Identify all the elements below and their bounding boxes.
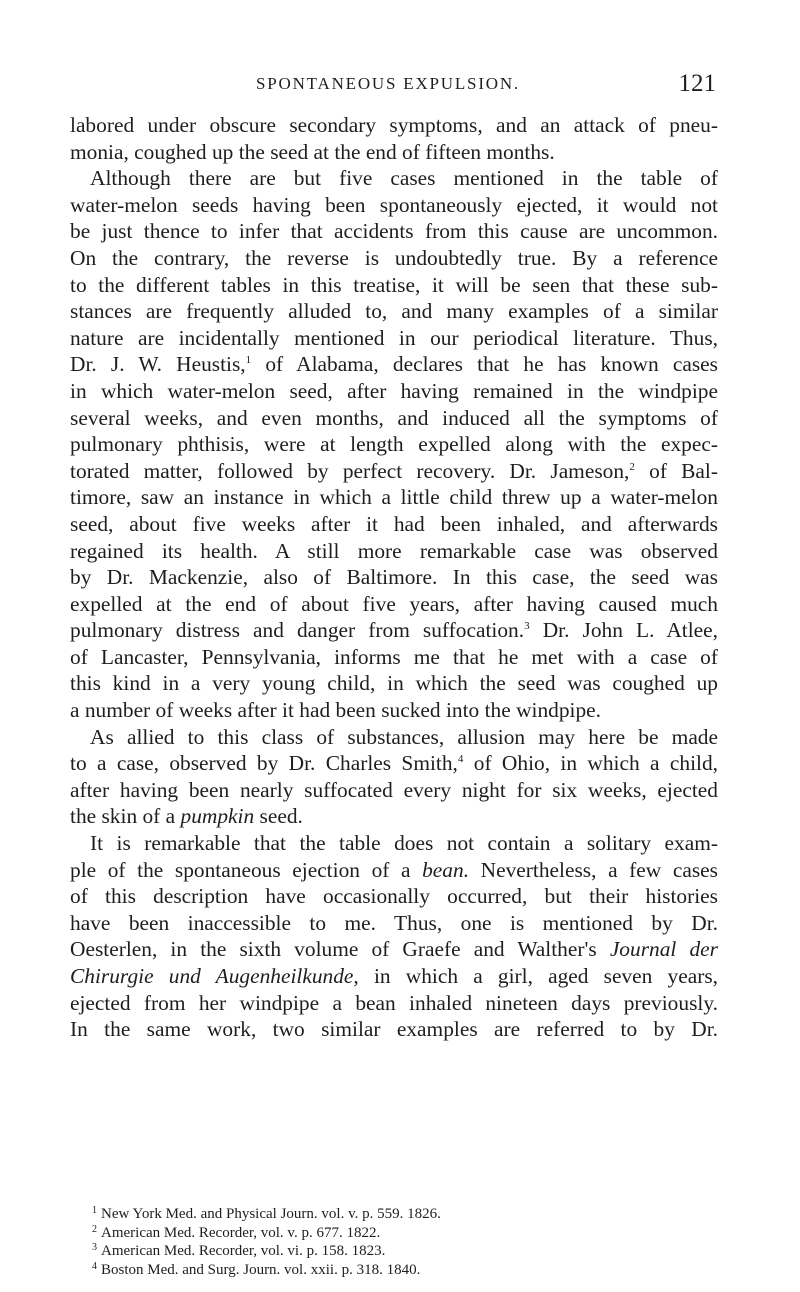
footnote-mark: 3 — [92, 1242, 97, 1254]
text-line — [70, 458, 718, 485]
text-line — [70, 936, 718, 963]
text-line: expelled at the end of about five years, after having caused much — [70, 591, 718, 616]
text-line: On the contrary, the reverse is undoubtedly true. By a reference — [70, 245, 718, 270]
text-line — [70, 750, 718, 777]
text-line: pulmonary phthisis, were at length expelled along with the expec- — [70, 432, 718, 457]
paragraph-start: It is remarkable that the table does not contain a solitary exam- — [90, 831, 718, 856]
footnote — [92, 1261, 712, 1280]
text-line — [70, 351, 718, 378]
text-line: this kind in a very young child, in which the seed was coughed up — [70, 671, 718, 696]
text-segment: pulmonary distress and danger from suffocation. — [70, 618, 525, 643]
footnote-mark: 1 — [92, 1205, 97, 1216]
text-segment: Oesterlen, in the sixth volume of Graefe and Walther's — [70, 937, 597, 962]
text-segment: of Alabama, declares that he has known cases — [265, 352, 718, 377]
text-segment: ple of the spontaneous ejection of a — [70, 857, 411, 882]
footnote-text: New York Med. and Physical Journ. vol. v. p. 559. 1826. — [101, 1206, 441, 1222]
running-head — [256, 70, 716, 100]
text-line: of Lancaster, Pennsylvania, informs me that he met with a case of — [70, 644, 718, 669]
text-line: by Dr. Mackenzie, also of Baltimore. In this case, the seed was — [70, 565, 718, 590]
text-line: stances are frequently alluded to, and many examples of a similar — [70, 299, 718, 324]
running-title: SPONTANEOUS EXPULSION. — [256, 74, 520, 93]
text-line: water-melon seeds having been spontaneously ejected, it would not — [70, 192, 718, 217]
footnote — [92, 1205, 712, 1224]
footnote-mark: 4 — [92, 1260, 97, 1272]
footnote-text: American Med. Recorder, vol. vi. p. 158. 1823. — [101, 1243, 386, 1260]
text-line — [70, 857, 718, 884]
text-line: seed, about five weeks after it had been inhaled, and afterwards — [70, 511, 718, 536]
emphasis-text: Journal der — [609, 937, 718, 962]
paragraph-start: As allied to this class of substances, allusion may here be made — [90, 724, 718, 749]
emphasis-text: bean. — [422, 857, 470, 882]
text-segment: torated matter, followed by perfect recovery. Dr. Jameson, — [70, 458, 630, 483]
text-line: ejected from her windpipe a bean inhaled nineteen days previously. — [70, 990, 718, 1015]
text-segment: the skin of a — [70, 804, 176, 829]
text-line — [70, 803, 718, 830]
footnote — [92, 1242, 712, 1261]
text-line — [70, 617, 718, 644]
text-segment: of Ohio, in which a child, — [473, 751, 718, 776]
text-line: be just thence to infer that accidents from this cause are uncommon. — [70, 219, 718, 244]
text-line: have been inaccessible to me. Thus, one is mentioned by Dr. — [70, 910, 718, 935]
text-segment: Dr. J. W. Heustis, — [70, 352, 246, 377]
footnote-ref: 4 — [457, 753, 464, 766]
footnote-ref: 2 — [629, 460, 635, 473]
page-number: 121 — [678, 70, 716, 97]
emphasis-text: pumpkin — [180, 804, 255, 829]
text-line: regained its health. A still more remarkable case was observed — [70, 538, 718, 563]
text-line: a number of weeks after it had been sucked into the windpipe. — [70, 698, 602, 723]
text-line: labored under obscure secondary symptoms, and an attack of pneu- — [70, 113, 718, 137]
text-line: after having been nearly suffocated every night for six weeks, ejected — [70, 777, 718, 802]
body-text — [70, 112, 718, 1043]
paragraph-start: Although there are but five cases mentioned in the table of — [90, 166, 718, 191]
text-line: monia, coughed up the seed at the end of fifteen months. — [70, 139, 555, 164]
footnotes — [92, 1205, 712, 1279]
text-segment: seed. — [259, 804, 303, 829]
footnote-text: Boston Med. and Surg. Journ. vol. xxii. p. 318. 1840. — [101, 1261, 421, 1278]
text-segment: Nevertheless, a few cases — [480, 857, 718, 882]
text-segment: Dr. John L. Atlee, — [542, 618, 718, 643]
emphasis-text: Chirurgie und Augenheilkunde, — [70, 964, 359, 988]
footnote-mark: 2 — [92, 1223, 97, 1235]
text-line: to the different tables in this treatise, it will be seen that these sub- — [70, 272, 718, 297]
text-line — [70, 963, 718, 990]
footnote-ref: 3 — [524, 620, 530, 633]
footnote-ref: 1 — [245, 354, 252, 367]
text-segment: of Bal- — [649, 458, 718, 483]
footnote — [92, 1224, 712, 1243]
text-line: of this description have occasionally occurred, but their histories — [70, 884, 718, 909]
text-line: in which water-melon seed, after having remained in the windpipe — [70, 378, 718, 403]
text-line: In the same work, two similar examples are referred to by Dr. — [70, 1017, 718, 1042]
text-line: timore, saw an instance in which a little child threw up a water-melon — [70, 485, 718, 510]
footnote-text: American Med. Recorder, vol. v. p. 677. 1822. — [101, 1224, 381, 1241]
text-segment: in which a girl, aged seven years, — [373, 964, 718, 988]
text-line: nature are incidentally mentioned in our periodical literature. Thus, — [70, 325, 718, 350]
text-segment: to a case, observed by Dr. Charles Smith, — [70, 751, 458, 776]
text-line: several weeks, and even months, and induced all the symptoms of — [70, 405, 718, 430]
